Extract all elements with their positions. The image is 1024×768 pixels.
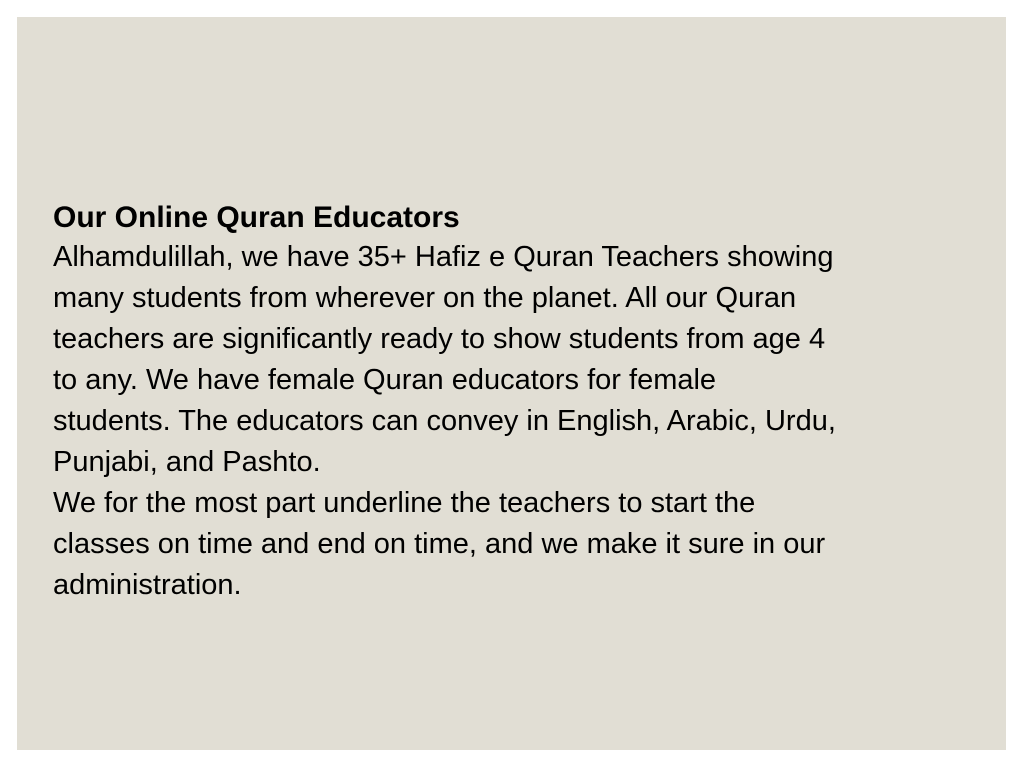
- text-line: We for the most part underline the teachers to start the: [53, 487, 756, 519]
- slide-content: [53, 199, 993, 606]
- text-line: Alhamdulillah, we have 35+ Hafiz e Quran Teachers showing: [53, 241, 834, 273]
- paragraph-punctuality: [53, 483, 993, 606]
- text-line: administration.: [53, 569, 242, 601]
- text-line: teachers are significantly ready to show students from age 4: [53, 323, 826, 355]
- text-line: classes on time and end on time, and we make it sure in our: [53, 528, 826, 560]
- text-line: students. The educators can convey in English, Arabic, Urdu,: [53, 405, 836, 437]
- slide-panel: [17, 17, 1006, 750]
- text-line: many students from wherever on the planet. All our Quran: [53, 282, 797, 314]
- text-line: Punjabi, and Pashto.: [53, 446, 321, 478]
- slide-title: Our Online Quran Educators: [53, 201, 460, 234]
- text-line: to any. We have female Quran educators for female: [53, 364, 717, 396]
- paragraph-teachers: [53, 237, 993, 483]
